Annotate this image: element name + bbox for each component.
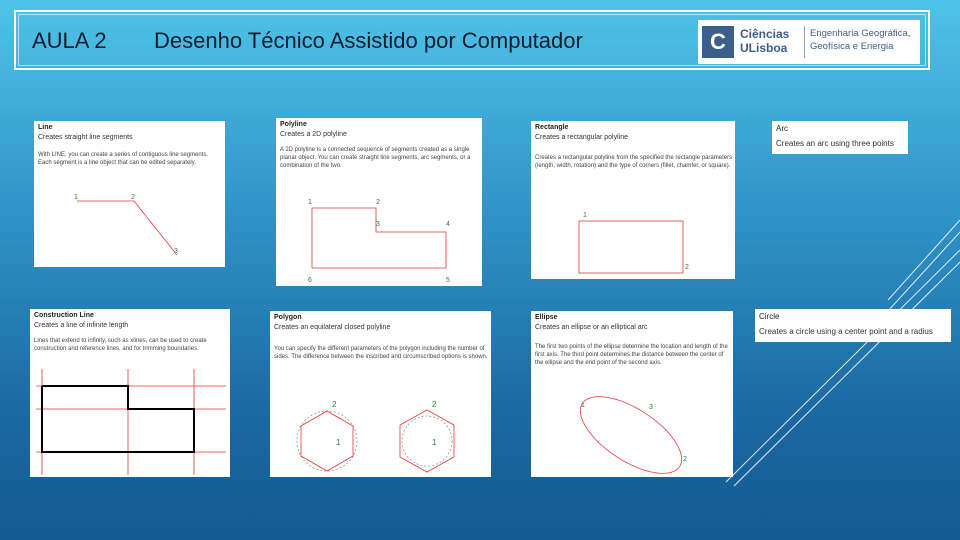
panel-construction-subtitle: Creates a line of infinite length <box>34 322 129 329</box>
panel-polyline-title: Polyline <box>280 121 307 128</box>
panel-polygon-title: Polygon <box>274 314 302 321</box>
ellipse-drawing <box>531 311 733 477</box>
polyline-label-6: 6 <box>308 277 312 284</box>
panel-ellipse-title: Ellipse <box>535 314 558 321</box>
polyline-label-3: 3 <box>376 221 380 228</box>
rectangle-drawing <box>531 121 735 279</box>
line-drawing <box>34 121 225 267</box>
panel-polygon-desc: You can specify the different parameters of the polygon including the number of sides. The difference between the inscribed and circumscribed options is shown. <box>274 346 488 360</box>
panel-rectangle-desc: Creates a rectangular polyline from the specified the rectangle parameters (length, width, rotation) and the type of corners (fillet, chamfer, or square). <box>535 155 733 169</box>
ellipse-label-3: 3 <box>649 404 653 411</box>
panel-polygon <box>270 311 491 477</box>
line-label-3: 3 <box>174 248 178 255</box>
ellipse-label-1: 1 <box>581 402 585 409</box>
panel-rectangle <box>531 121 735 279</box>
panel-polyline-desc: A 2D polyline is a connected sequence of segments created as a single planar object. You can create straight line segments, arc segments, or a combination of the two. <box>280 147 471 169</box>
panel-line-title: Line <box>38 124 53 131</box>
panel-arc-title: Arc <box>776 124 788 133</box>
panel-polyline <box>276 118 482 286</box>
panel-line <box>34 121 225 267</box>
polyline-label-1: 1 <box>308 199 312 206</box>
panel-construction-desc: Lines that extend to infinity, such as xlines, can be used to create construction and reference lines, and for trimming boundaries. <box>34 338 207 352</box>
polygon-label-a1: 1 <box>336 438 341 447</box>
polyline-drawing <box>276 118 482 286</box>
panel-ellipse-subtitle: Creates an ellipse or an elliptical arc <box>535 324 648 331</box>
logo-line2: ULisboa <box>740 41 788 55</box>
polygon-label-b2: 2 <box>432 400 437 409</box>
rectangle-label-1: 1 <box>583 212 587 219</box>
panel-construction-title: Construction Line <box>34 312 94 319</box>
page-title: Desenho Técnico Assistido por Computador <box>154 28 583 53</box>
polygon-drawing <box>270 311 491 477</box>
polyline-label-5: 5 <box>446 277 450 284</box>
panel-line-subtitle: Creates straight line segments <box>38 134 133 141</box>
rectangle-label-2: 2 <box>685 264 689 271</box>
logo-mark: C <box>702 26 734 58</box>
panel-rectangle-title: Rectangle <box>535 124 569 131</box>
logo-dept-line2: Geofísica e Energia <box>810 41 894 52</box>
panel-arc <box>772 121 908 154</box>
panel-polyline-subtitle: Creates a 2D polyline <box>280 131 347 138</box>
line-label-2: 2 <box>131 194 135 201</box>
panel-construction-line <box>30 309 230 477</box>
polyline-label-2: 2 <box>376 199 380 206</box>
polygon-label-b1: 1 <box>432 438 437 447</box>
ellipse-label-2: 2 <box>683 456 687 463</box>
line-label-1: 1 <box>74 194 78 201</box>
logo-line1: Ciências <box>740 27 790 41</box>
panel-ellipse-desc: The first two points of the ellipse determine the location and length of the first axis. The third point determines the distance between the center of the ellipse and the end point of the second axis. <box>535 344 728 366</box>
polygon-label-a2: 2 <box>332 400 337 409</box>
panel-ellipse <box>531 311 733 477</box>
panel-polygon-subtitle: Creates an equilateral closed polyline <box>274 324 391 331</box>
logo-dept-line1: Engenharia Geográfica, <box>810 28 911 39</box>
panel-rectangle-subtitle: Creates a rectangular polyline <box>535 134 628 141</box>
panel-circle-title: Circle <box>759 312 780 321</box>
lesson-label: AULA 2 <box>32 28 107 53</box>
panel-arc-subtitle: Creates an arc using three points <box>776 139 894 148</box>
panel-line-desc: With LINE, you can create a series of contiguous line segments. Each segment is a line object that can be edited separately. <box>38 152 209 166</box>
ciencias-ulisboa-logo <box>698 20 920 64</box>
construction-drawing <box>30 309 230 477</box>
panel-circle-subtitle: Creates a circle using a center point and a radius <box>759 327 933 336</box>
header-bar <box>14 10 930 70</box>
polyline-label-4: 4 <box>446 221 450 228</box>
panel-circle <box>755 309 951 342</box>
